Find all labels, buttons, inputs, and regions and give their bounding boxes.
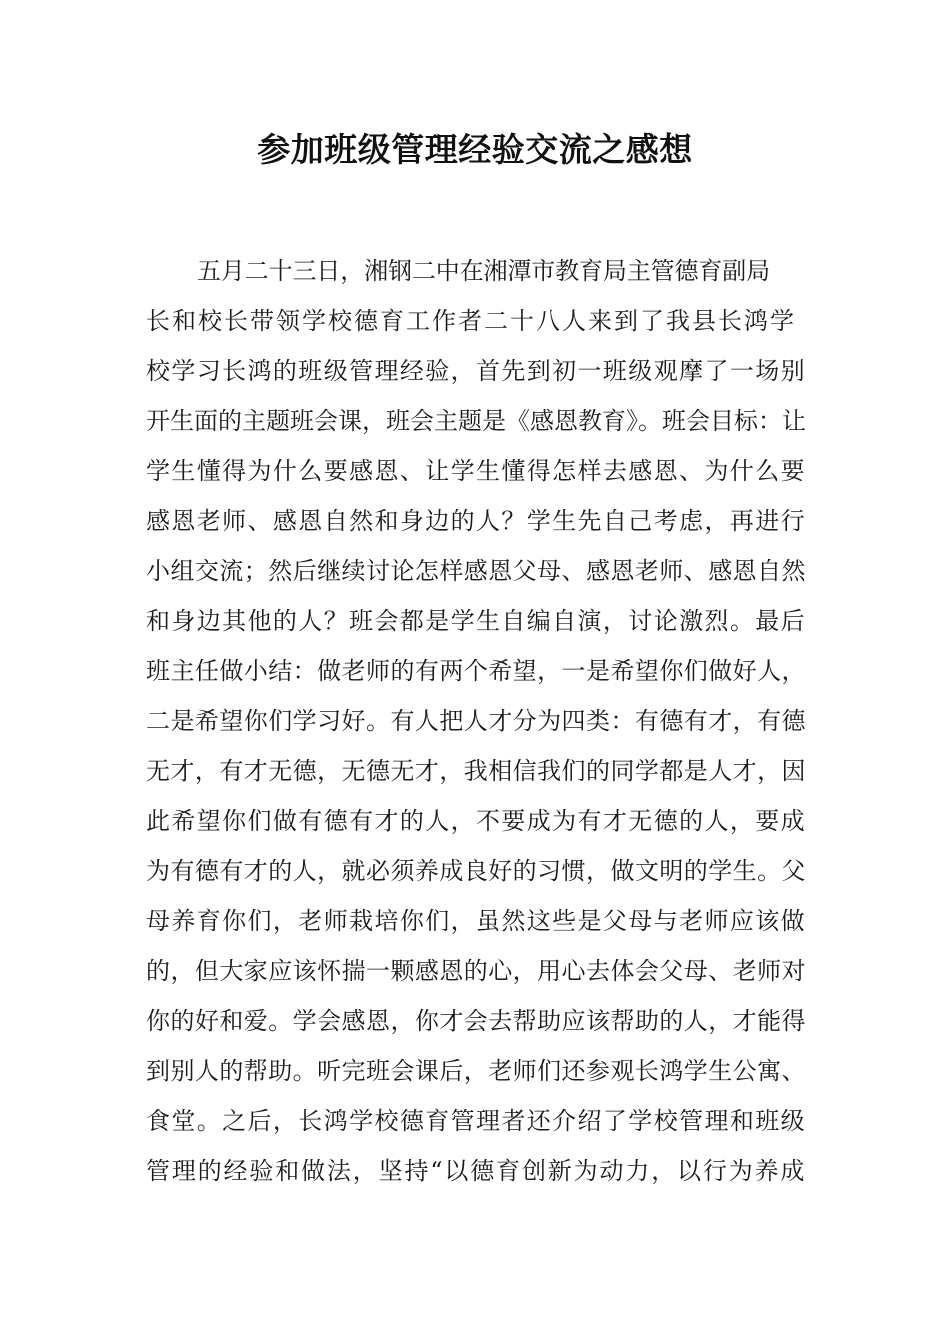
- body-line: 学生懂得为什么要感恩、让学生懂得怎样去感恩、为什么要: [146, 457, 806, 485]
- document-title: 参加班级管理经验交流之感想: [257, 130, 693, 169]
- body-line: 小组交流；然后继续讨论怎样感恩父母、感恩老师、感恩自然: [146, 557, 806, 585]
- body-line: 无才，有才无德，无德无才，我相信我们的同学都是人才，因: [146, 757, 806, 785]
- body-line: 二是希望你们学习好。有人把人才分为四类：有德有才，有德: [146, 707, 806, 735]
- body-line: 长和校长带领学校德育工作者二十八人来到了我县长鸿学: [146, 307, 796, 335]
- body-line: 和身边其他的人？班会都是学生自编自演，讨论激烈。最后: [146, 607, 806, 635]
- body-line: 为有德有才的人，就必须养成良好的习惯，做文明的学生。父: [146, 857, 806, 885]
- body-line: 五月二十三日，湘钢二中在湘潭市教育局主管德育副局: [197, 257, 770, 285]
- body-line: 开生面的主题班会课，班会主题是《感恩教育》。班会目标：让: [146, 407, 806, 435]
- body-line: 到别人的帮助。听完班会课后，老师们还参观长鸿学生公寓、: [146, 1057, 806, 1085]
- body-line: 母养育你们，老师栽培你们，虽然这些是父母与老师应该做: [146, 907, 806, 935]
- body-line: 班主任做小结：做老师的有两个希望，一是希望你们做好人，: [146, 657, 806, 685]
- body-line: 此希望你们做有德有才的人，不要成为有才无德的人，要成: [146, 807, 806, 835]
- body-line: 你的好和爱。学会感恩，你才会去帮助应该帮助的人，才能得: [146, 1007, 806, 1035]
- body-line: 感恩老师、感恩自然和身边的人？学生先自己考虑，再进行: [146, 507, 806, 535]
- body-line: 校学习长鸿的班级管理经验，首先到初一班级观摩了一场别: [146, 357, 806, 385]
- body-line: 的，但大家应该怀揣一颗感恩的心，用心去体会父母、老师对: [146, 957, 806, 985]
- body-line: 食堂。之后，长鸿学校德育管理者还介绍了学校管理和班级: [146, 1107, 806, 1135]
- body-line: 管理的经验和做法，坚持“以德育创新为动力，以行为养成: [146, 1157, 807, 1185]
